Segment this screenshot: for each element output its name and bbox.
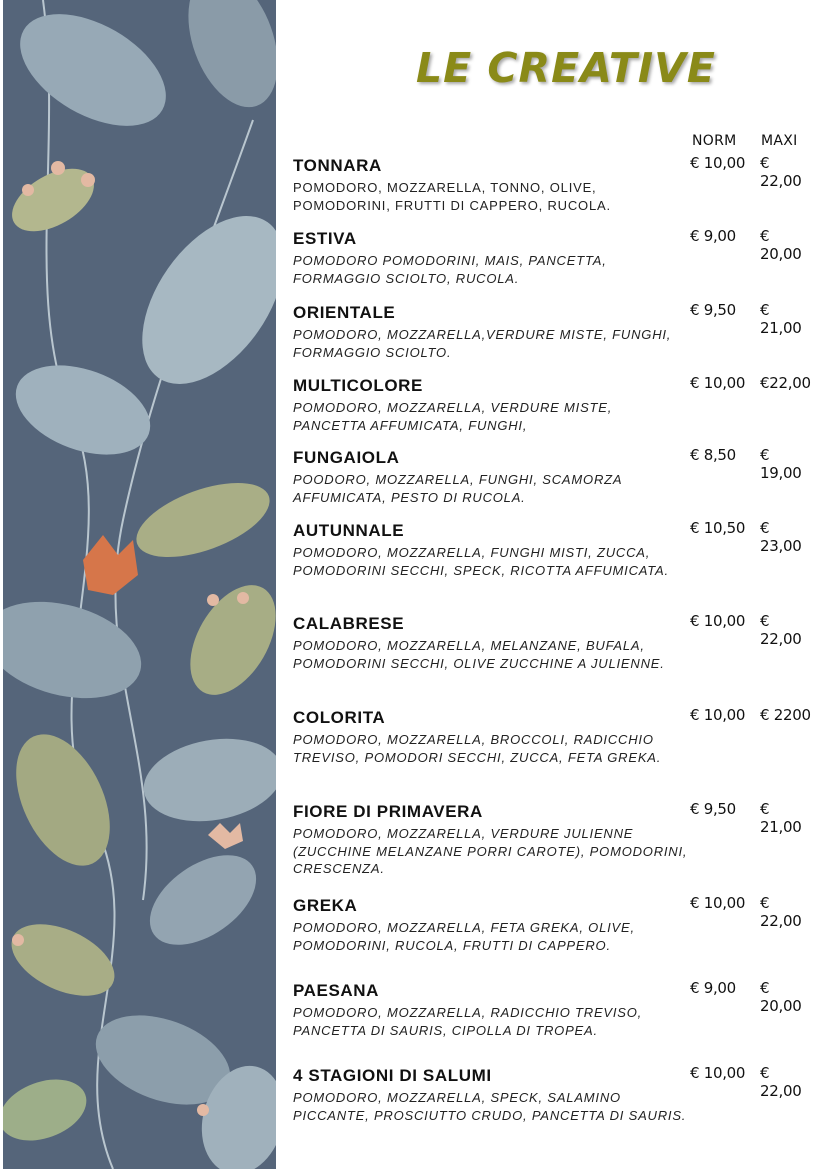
item-name: AUTUNNALE — [293, 521, 405, 540]
item-name: MULTICOLORE — [293, 376, 423, 395]
item-description: POMODORO, MOZZARELLA,VERDURE MISTE, FUNGHI, FORMAGGIO SCIOLTO. — [293, 327, 672, 360]
botanical-side-panel — [3, 0, 276, 1169]
item-description: POMODORO, MOZZARELLA, FUNGHI MISTI, ZUCCA, POMODORINI SECCHI, SPECK, RICOTTA AFFUMICATA. — [293, 545, 669, 578]
price-norm: € 8,50 — [690, 446, 736, 464]
price-maxi: € 19,00 — [760, 446, 802, 482]
item-name: ESTIVA — [293, 229, 357, 248]
item-name: CALABRESE — [293, 614, 405, 633]
price-norm: € 9,00 — [690, 979, 736, 997]
item-description: POMODORO, MOZZARELLA, MELANZANE, BUFALA, POMODORINI SECCHI, OLIVE ZUCCHINE A JULIENNE. — [293, 638, 665, 671]
price-maxi: € 2200 — [760, 706, 811, 724]
price-norm: € 9,50 — [690, 301, 736, 319]
column-header-norm: NORM — [692, 133, 737, 149]
price-maxi: € 23,00 — [760, 519, 802, 555]
price-maxi: € 22,00 — [760, 612, 802, 648]
item-name: FUNGAIOLA — [293, 448, 400, 467]
item-name: TONNARA — [293, 156, 382, 175]
price-norm: € 9,50 — [690, 800, 736, 818]
price-maxi: € 22,00 — [760, 154, 802, 190]
item-name: FIORE DI PRIMAVERA — [293, 802, 483, 821]
item-description: POMODORO POMODORINI, MAIS, PANCETTA, FORMAGGIO SCIOLTO, RUCOLA. — [293, 253, 607, 286]
price-norm: € 10,00 — [690, 894, 746, 912]
item-description: POMODORO, MOZZARELLA, FETA GREKA, OLIVE, POMODORINI, RUCOLA, FRUTTI DI CAPPERO. — [293, 920, 635, 953]
item-description: POODORO, MOZZARELLA, FUNGHI, SCAMORZA AFFUMICATA, PESTO DI RUCOLA. — [293, 472, 622, 505]
price-maxi: € 20,00 — [760, 979, 802, 1015]
price-maxi: € 21,00 — [760, 301, 802, 337]
item-name: 4 STAGIONI DI SALUMI — [293, 1066, 492, 1085]
menu-item — [293, 708, 813, 766]
price-maxi: € 21,00 — [760, 800, 802, 836]
item-description: POMODORO, MOZZARELLA, VERDURE JULIENNE (ZUCCHINE MELANZANE PORRI CAROTE), POMODORINI, CRESCENZA. — [293, 826, 688, 876]
price-maxi: € 22,00 — [760, 1064, 802, 1100]
price-maxi: €22,00 — [760, 374, 811, 392]
column-header-maxi: MAXI — [761, 133, 798, 149]
menu-item — [293, 303, 813, 361]
item-description: POMODORO, MOZZARELLA, BROCCOLI, RADICCHIO TREVISO, POMODORI SECCHI, ZUCCA, FETA GREKA. — [293, 732, 662, 765]
price-maxi: € 22,00 — [760, 894, 802, 930]
menu-item — [293, 521, 813, 579]
price-maxi: € 20,00 — [760, 227, 802, 263]
menu-item — [293, 896, 813, 954]
item-name: PAESANA — [293, 981, 380, 1000]
price-norm: € 10,50 — [690, 519, 746, 537]
item-description: POMODORO, MOZZARELLA, RADICCHIO TREVISO, PANCETTA DI SAURIS, CIPOLLA DI TROPEA. — [293, 1005, 643, 1038]
menu-item — [293, 156, 813, 214]
item-description: POMODORO, MOZZARELLA, VERDURE MISTE, PANCETTA AFFUMICATA, FUNGHI, — [293, 400, 613, 433]
menu-item — [293, 448, 813, 506]
item-name: ORIENTALE — [293, 303, 396, 322]
price-norm: € 10,00 — [690, 706, 746, 724]
menu-item — [293, 1066, 813, 1124]
item-name: COLORITA — [293, 708, 386, 727]
menu-item — [293, 229, 813, 287]
item-description: POMODORO, MOZZARELLA, TONNO, OLIVE, POMODORINI, FRUTTI DI CAPPERO, RUCOLA. — [293, 180, 611, 213]
item-name: GREKA — [293, 896, 358, 915]
price-norm: € 10,00 — [690, 612, 746, 630]
price-norm: € 10,00 — [690, 1064, 746, 1082]
menu-item — [293, 614, 813, 672]
price-norm: € 9,00 — [690, 227, 736, 245]
page-title: LE CREATIVE — [416, 44, 716, 92]
menu-item — [293, 376, 813, 434]
leaf-pattern-illustration — [3, 0, 276, 1169]
price-norm: € 10,00 — [690, 374, 746, 392]
menu-item — [293, 802, 813, 878]
item-description: POMODORO, MOZZARELLA, SPECK, SALAMINO PICCANTE, PROSCIUTTO CRUDO, PANCETTA DI SAURIS. — [293, 1090, 687, 1123]
price-norm: € 10,00 — [690, 154, 746, 172]
menu-item — [293, 981, 813, 1039]
